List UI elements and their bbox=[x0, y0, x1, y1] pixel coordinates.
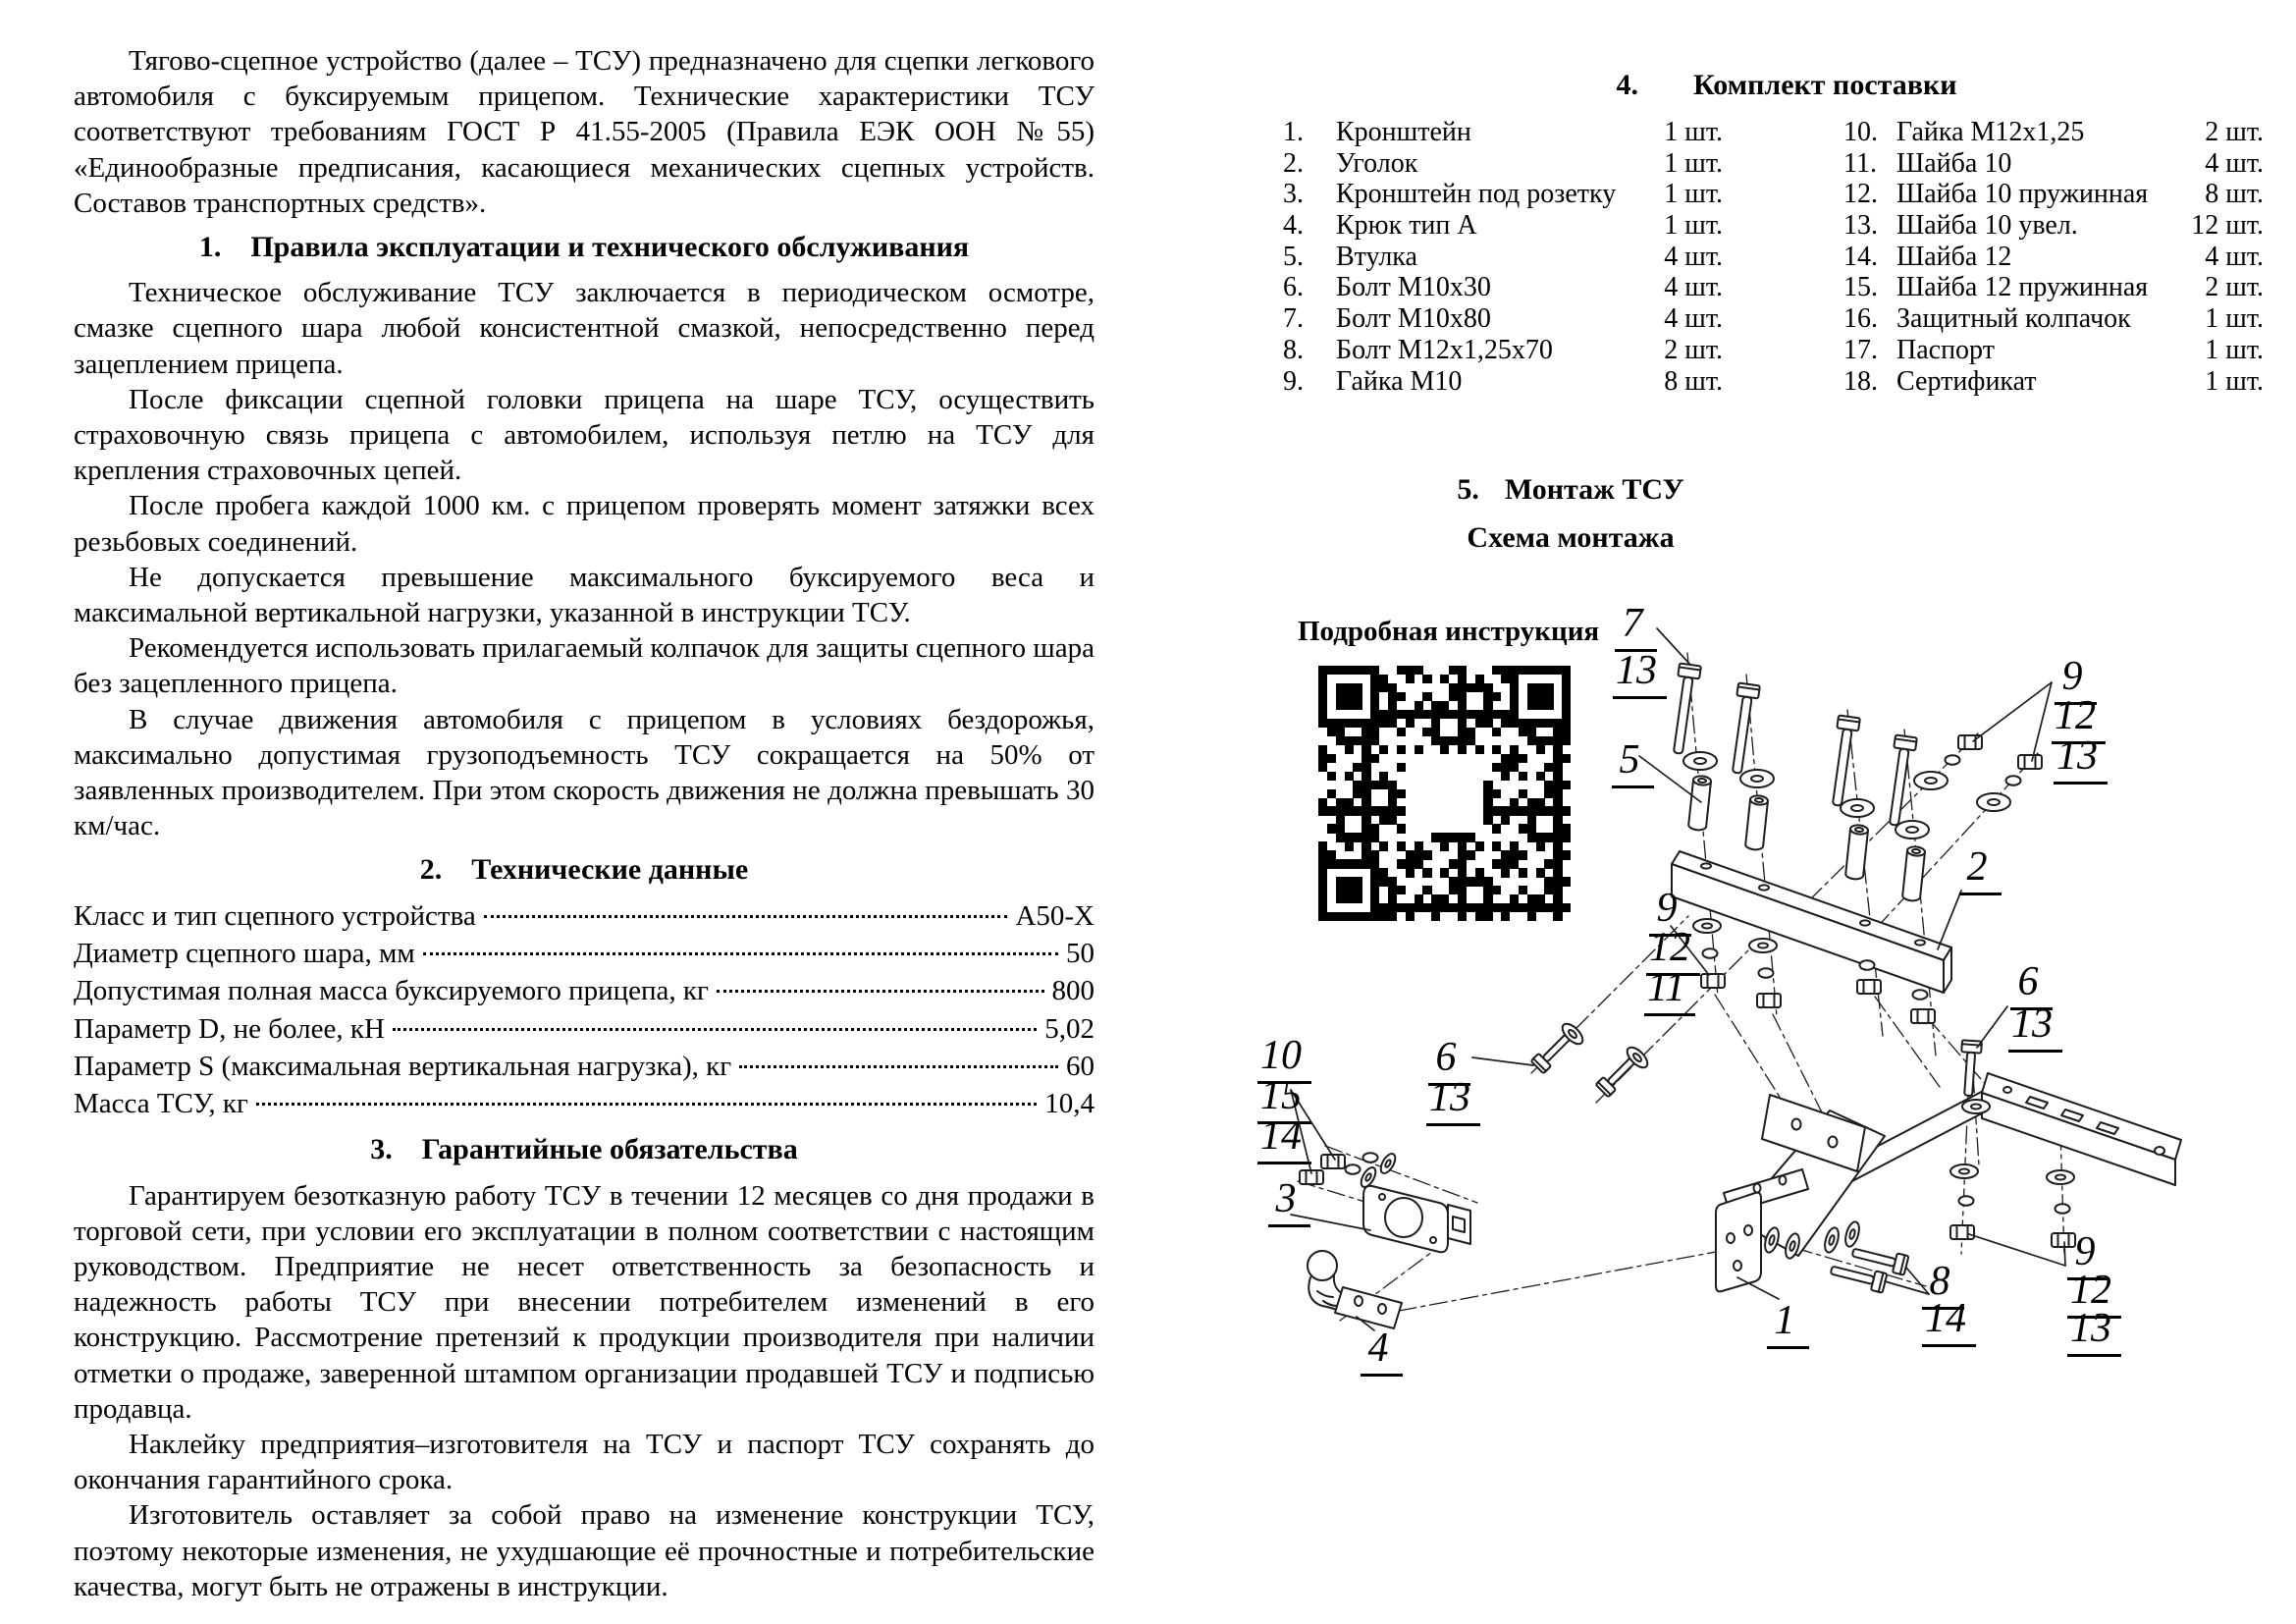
towball-fasteners bbox=[1300, 1152, 1398, 1190]
paragraph: Рекомендуется использовать прилагаемый колпачок для защиты сцепного шара без зацепленного прицепа. bbox=[74, 632, 1095, 700]
section-number: 2. bbox=[419, 853, 443, 887]
parts-list-item bbox=[1843, 335, 2264, 366]
part-number: 13. bbox=[1843, 210, 1878, 242]
part-name: Защитный колпачок bbox=[1896, 303, 2131, 335]
part-name: Шайба 10 пружинная bbox=[1896, 179, 2149, 210]
part-quantity: 1 шт. bbox=[2205, 303, 2264, 335]
part-number: 2. bbox=[1283, 147, 1304, 179]
diagram-callout: 12 bbox=[1646, 927, 1700, 976]
part-number: 9. bbox=[1283, 365, 1304, 397]
diagram-callout: 13 bbox=[2054, 735, 2108, 785]
part-name: Кронштейн под розетку bbox=[1336, 179, 1617, 210]
part-quantity: 1 шт. bbox=[2205, 365, 2264, 397]
part-name: Болт М10х80 bbox=[1336, 303, 1491, 335]
section-title: Монтаж ТСУ bbox=[1504, 473, 1684, 506]
parts-list-left bbox=[1283, 117, 1723, 397]
diagram-callout: 4 bbox=[1361, 1327, 1403, 1377]
parts-list-item bbox=[1843, 210, 2264, 242]
parts-list-item bbox=[1283, 148, 1723, 180]
intro-paragraph: Тягово-сцепное устройство (далее – ТСУ) предназначено для сцепки легкового автомобиля с буксируемым прицепом. Технические характеристики ТСУ соответствуют требованиям ГОСТ Р 41.55-2005 (Правила ЕЭК ООН №55) «Единообразные предписания, касающиеся механических сцепных устройств. Составов транспортных средств». bbox=[74, 45, 1095, 219]
tech-label: Диаметр сцепного шара, мм bbox=[74, 937, 415, 969]
part-quantity: 4 шт. bbox=[1664, 272, 1723, 303]
diagram-callout: 9 bbox=[2055, 656, 2097, 705]
tech-label: Допустимая полная масса буксируемого прицепа, кг bbox=[74, 975, 709, 1007]
section3-heading bbox=[74, 1132, 1095, 1167]
section-number: 5. bbox=[1457, 473, 1479, 506]
part-name: Паспорт bbox=[1896, 334, 1995, 365]
tech-data-row bbox=[74, 936, 1095, 973]
part-name: Кронштейн bbox=[1336, 117, 1471, 147]
part-number: 8. bbox=[1283, 334, 1304, 365]
part-name: Шайба 12 bbox=[1896, 241, 2012, 272]
tech-value: А50-Х bbox=[1015, 899, 1095, 932]
tech-value: 10,4 bbox=[1044, 1088, 1095, 1120]
left-page bbox=[74, 43, 1095, 1604]
section-title: Гарантийные обязательства bbox=[421, 1133, 798, 1166]
diagram-callout: 15 bbox=[1257, 1075, 1311, 1124]
tech-label: Параметр S (максимальная вертикальная нагрузка), кг bbox=[74, 1050, 732, 1082]
dotted-leader bbox=[717, 990, 1044, 993]
diagram-callout: 14 bbox=[1922, 1298, 1976, 1347]
part-number: 1. bbox=[1283, 117, 1304, 147]
paragraph: Техническое обслуживание ТСУ заключается в периодическом осмотре, смазке сцепного шара любой консистентной смазкой, непосредственно перед зацеплением прицепа. bbox=[74, 277, 1095, 380]
section-title: Технические данные bbox=[471, 853, 749, 887]
parts-list-item bbox=[1843, 242, 2264, 273]
montage-scheme-subheading: Схема монтажа bbox=[1467, 521, 1675, 554]
dotted-leader bbox=[484, 915, 1008, 918]
dotted-leader bbox=[393, 1028, 1037, 1031]
diagram-callout: 13 bbox=[2067, 1308, 2121, 1357]
towball-hook bbox=[1308, 1251, 1402, 1328]
part-quantity: 12 шт. bbox=[2191, 210, 2264, 242]
dotted-leader bbox=[256, 1103, 1037, 1106]
part-name: Шайба 10 увел. bbox=[1896, 210, 2078, 242]
part-quantity: 4 шт. bbox=[1664, 241, 1723, 272]
part-number: 6. bbox=[1283, 272, 1304, 303]
tech-value: 60 bbox=[1066, 1050, 1095, 1082]
section1-body bbox=[74, 275, 1095, 843]
small-bolts-m10x30 bbox=[1531, 1020, 1651, 1097]
part-name: Втулка bbox=[1336, 241, 1417, 272]
paragraph: Гарантируем безотказную работу ТСУ в течении 12 месяцев со дня продажи в торговой сети, при условии его эксплуатации в полном соответствии с настоящим руководством. Предприятие не несет ответственность за безопасность и надежность работы ТСУ при внесении потребителем изменений в его конструкцию. Рассмотрение претензий к продукции производителя при наличии отметки о продаже, заверенной штампом организации продавшей ТСУ и подписью продавца. bbox=[74, 1179, 1095, 1425]
part-name: Сертификат bbox=[1896, 365, 2037, 397]
part-number: 15. bbox=[1843, 272, 1878, 303]
part-quantity: 4 шт. bbox=[2205, 147, 2264, 179]
parts-list-item bbox=[1283, 303, 1723, 335]
parts-list-item bbox=[1283, 366, 1723, 398]
parts-list-item bbox=[1843, 272, 2264, 303]
parts-list-item bbox=[1283, 210, 1723, 242]
part-quantity: 4 шт. bbox=[2205, 241, 2264, 272]
part-number: 3. bbox=[1283, 179, 1304, 210]
diagram-callout: 9 bbox=[1649, 888, 1691, 937]
diagram-callout: 6 bbox=[1428, 1037, 1470, 1086]
part-name: Гайка М10 bbox=[1336, 365, 1463, 397]
diagram-callout: 1 bbox=[1767, 1300, 1809, 1349]
part-quantity: 2 шт. bbox=[1664, 334, 1723, 365]
tech-data-row bbox=[74, 973, 1095, 1010]
paragraph: В случае движения автомобиля с прицепом в условиях бездорожья, максимально допустимая грузоподъемность ТСУ сокращается на 50% от заявленных производителем. При этом скорость движения не должна превышать 30 км/час. bbox=[74, 703, 1095, 842]
tech-value: 50 bbox=[1066, 937, 1095, 969]
part-quantity: 8 шт. bbox=[1664, 365, 1723, 397]
part-quantity: 2 шт. bbox=[2205, 117, 2264, 147]
parts-list-item bbox=[1283, 179, 1723, 210]
part-name: Шайба 10 bbox=[1896, 147, 2012, 179]
section-number: 3. bbox=[370, 1133, 393, 1166]
section2-heading bbox=[74, 852, 1095, 888]
tech-data-row bbox=[74, 898, 1095, 936]
diagram-callout: 13 bbox=[2008, 1003, 2062, 1053]
diagram-callout: 8 bbox=[1922, 1261, 1964, 1310]
diagram-callout: 14 bbox=[1257, 1115, 1311, 1164]
parts-list-item bbox=[1843, 148, 2264, 180]
tech-data-row bbox=[74, 1049, 1095, 1086]
diagram-callout: 5 bbox=[1612, 739, 1654, 788]
section-title: Комплект поставки bbox=[1692, 69, 1957, 101]
diagram-callout: 7 bbox=[1615, 603, 1657, 652]
part-number: 14. bbox=[1843, 241, 1878, 272]
section-number: 1. bbox=[198, 231, 222, 264]
part-number: 4. bbox=[1283, 210, 1304, 242]
diagram-callout: 12 bbox=[2052, 695, 2106, 744]
part-name: Болт М12х1,25х70 bbox=[1336, 334, 1553, 365]
section-number: 4. bbox=[1616, 69, 1638, 101]
part-name: Гайка М12х1,25 bbox=[1896, 117, 2085, 147]
diagram-callout: 13 bbox=[1613, 650, 1667, 699]
tech-data-row bbox=[74, 1011, 1095, 1049]
paragraph: Не допускается превышение максимального буксируемого веса и максимальной вертикальной нагрузки, указанной в инструкции ТСУ. bbox=[74, 561, 1095, 629]
tech-value: 5,02 bbox=[1044, 1012, 1095, 1045]
tech-value: 800 bbox=[1051, 975, 1095, 1007]
tech-label: Параметр D, не более, кН bbox=[74, 1012, 385, 1045]
part-quantity: 1 шт. bbox=[1664, 179, 1723, 210]
part-number: 18. bbox=[1843, 365, 1878, 397]
dotted-leader bbox=[423, 952, 1058, 955]
diagram-callout: 11 bbox=[1644, 967, 1695, 1016]
dotted-leader bbox=[739, 1065, 1058, 1068]
part-number: 17. bbox=[1843, 334, 1878, 365]
part-quantity: 4 шт. bbox=[1664, 303, 1723, 335]
section-title: Правила эксплуатации и технического обслуживания bbox=[250, 231, 970, 264]
part-quantity: 1 шт. bbox=[2205, 334, 2264, 365]
section3-body bbox=[74, 1178, 1095, 1604]
part-name: Шайба 12 пружинная bbox=[1896, 272, 2149, 303]
part-quantity: 8 шт. bbox=[2205, 179, 2264, 210]
diagram-callout: 13 bbox=[1426, 1077, 1480, 1126]
parts-list-item bbox=[1283, 242, 1723, 273]
part-number: 16. bbox=[1843, 303, 1878, 335]
assembly-diagram bbox=[1247, 407, 2296, 1624]
diagonal-nut-washer-sets bbox=[1914, 735, 2042, 811]
part-number: 10. bbox=[1843, 117, 1878, 147]
diagram-callout: 6 bbox=[2010, 961, 2053, 1010]
diagram-callout: 9 bbox=[2067, 1231, 2109, 1280]
socket-bracket bbox=[1363, 1186, 1470, 1253]
diagram-callout: 12 bbox=[2067, 1270, 2121, 1319]
parts-list-item bbox=[1843, 117, 2264, 148]
section4-heading bbox=[1296, 69, 2277, 102]
main-bracket-assembly bbox=[1716, 1073, 2181, 1291]
parts-list-item bbox=[1283, 272, 1723, 303]
parts-list-item bbox=[1843, 366, 2264, 398]
part-number: 12. bbox=[1843, 179, 1878, 210]
part-quantity: 2 шт. bbox=[2205, 272, 2264, 303]
paragraph: Изготовитель оставляет за собой право на изменение конструкции ТСУ, поэтому некоторые изменения, не ухудшающие её прочностные и потребительские качества, могут быть не отражены в инструкции. bbox=[74, 1499, 1095, 1602]
diagram-callout: 3 bbox=[1268, 1178, 1310, 1227]
part-name: Уголок bbox=[1336, 147, 1418, 179]
parts-list-item bbox=[1843, 179, 2264, 210]
diagram-callout: 2 bbox=[1959, 846, 2002, 895]
paragraph: Наклейку предприятия–изготовителя на ТСУ и паспорт ТСУ сохранять до окончания гарантийного срока. bbox=[74, 1429, 1095, 1496]
tech-label: Класс и тип сцепного устройства bbox=[74, 899, 476, 932]
tech-data-table bbox=[74, 898, 1095, 1124]
parts-list-item bbox=[1843, 303, 2264, 335]
part-quantity: 1 шт. bbox=[1664, 117, 1723, 147]
diagram-callout: 10 bbox=[1257, 1035, 1311, 1084]
parts-list-item bbox=[1283, 117, 1723, 148]
part-quantity: 1 шт. bbox=[1664, 210, 1723, 242]
qr-caption: Подробная инструкция bbox=[1298, 616, 1600, 647]
paragraph: После пробега каждой 1000 км. с прицепом проверять момент затяжки всех резьбовых соединений. bbox=[74, 490, 1095, 558]
tech-label: Масса ТСУ, кг bbox=[74, 1088, 248, 1120]
part-number: 11. bbox=[1843, 147, 1877, 179]
part-number: 7. bbox=[1283, 303, 1304, 335]
parts-list-right bbox=[1843, 117, 2264, 397]
part-name: Болт М10х30 bbox=[1336, 272, 1491, 303]
tech-data-row bbox=[74, 1086, 1095, 1123]
paragraph: После фиксации сцепной головки прицепа на шаре ТСУ, осуществить страховочную связь прицепа с автомобилем, используя петлю на ТСУ для крепления страховочных цепей. bbox=[74, 383, 1095, 487]
parts-list-item bbox=[1283, 335, 1723, 366]
section1-heading bbox=[74, 230, 1095, 265]
part-name: Крюк тип А bbox=[1336, 210, 1477, 242]
part-quantity: 1 шт. bbox=[1664, 147, 1723, 179]
part-number: 5. bbox=[1283, 241, 1304, 272]
